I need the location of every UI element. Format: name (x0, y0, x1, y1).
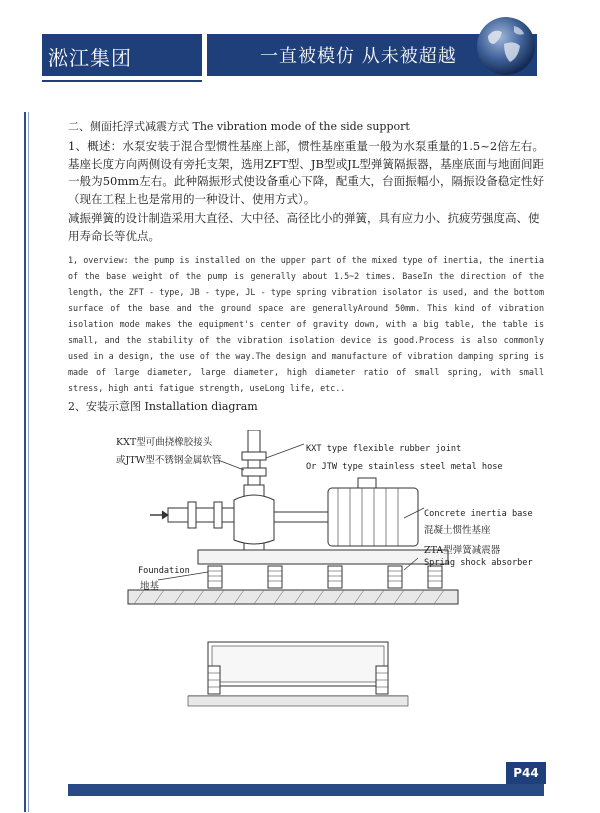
label-kxt-en-1: KXT type flexible rubber joint (306, 444, 462, 454)
label-foundation-en: Foundation (138, 566, 190, 576)
section1-title: 二、侧面托浮式减震方式 The vibration mode of the side support (68, 120, 410, 133)
label-zta-en: Spring shock absorber (424, 558, 533, 568)
footer-bar (68, 784, 544, 796)
label-kxt-cn-1: KXT型可曲挠橡胶接头 (116, 437, 213, 448)
page-number: P44 (506, 762, 546, 784)
slogan: 一直被模仿 从未被超越 (260, 46, 457, 67)
section1-cn-paragraph-2: 减振弹簧的设计制造采用大直径、大中径、高径比小的弹簧，具有应力小、抗疲劳强度高、使用寿命长等优点。 (68, 211, 540, 243)
label-foundation-cn: 地基 (140, 581, 160, 592)
label-zta-cn: ZTA型弹簧减震器 (424, 545, 501, 556)
section2-title: 2、安装示意图 Installation diagram (68, 400, 258, 413)
section1-cn-paragraph: 1、概述：水泵安装于混合型惯性基座上部，惯性基座重量一般为水泵重量的1.5~2倍左右。基座长度方向两侧设有旁托支架，选用ZFT型、JB型或JL型弹簧隔振器，基座底面与地面间距一般为50mm左右。此种隔振形式使设备重心下降，配重大，台面振幅小，隔振设备稳定性好（现在工程上也是常用的一种设计、使用方式）。 (68, 139, 544, 206)
label-kxt-cn-2: 或JTW型不锈钢金属软管 (116, 455, 222, 466)
section1-en-paragraph: 1, overview: the pump is installed on the upper part of the mixed type of inertia, the inertia of the base weight of the pump is generally about 1.5~2 times. BaseIn the direction of the length, the ZFT - type, JB - type, JL - type spring vibration isolator is used, and the bottom surface of the base and the ground space are generallyAround 50mm. This kind of vibration isolation mode makes the equipment's center of gravity down, with a big table, the table is small, and the stability of the vibration isolation device is good.Process is also commonly used in a design, the use of the way.The design and manufacture of vibration damping spring is made of large diameter, large diameter, high diameter ratio of small spring, with small stress, high anti fatigue strength, useLong life, etc.. (68, 255, 544, 393)
brand-name: 淞江集团 (48, 46, 132, 70)
header-underline (42, 80, 202, 82)
left-border-line (24, 112, 26, 812)
label-kxt-en-2: Or JTW type stainless steel metal hose (306, 462, 503, 472)
label-base-cn: 混凝土惯性基座 (424, 525, 491, 536)
left-border-line-thin (28, 112, 29, 812)
globe-icon (474, 14, 538, 78)
label-base-en: Concrete inertia base (424, 509, 533, 519)
